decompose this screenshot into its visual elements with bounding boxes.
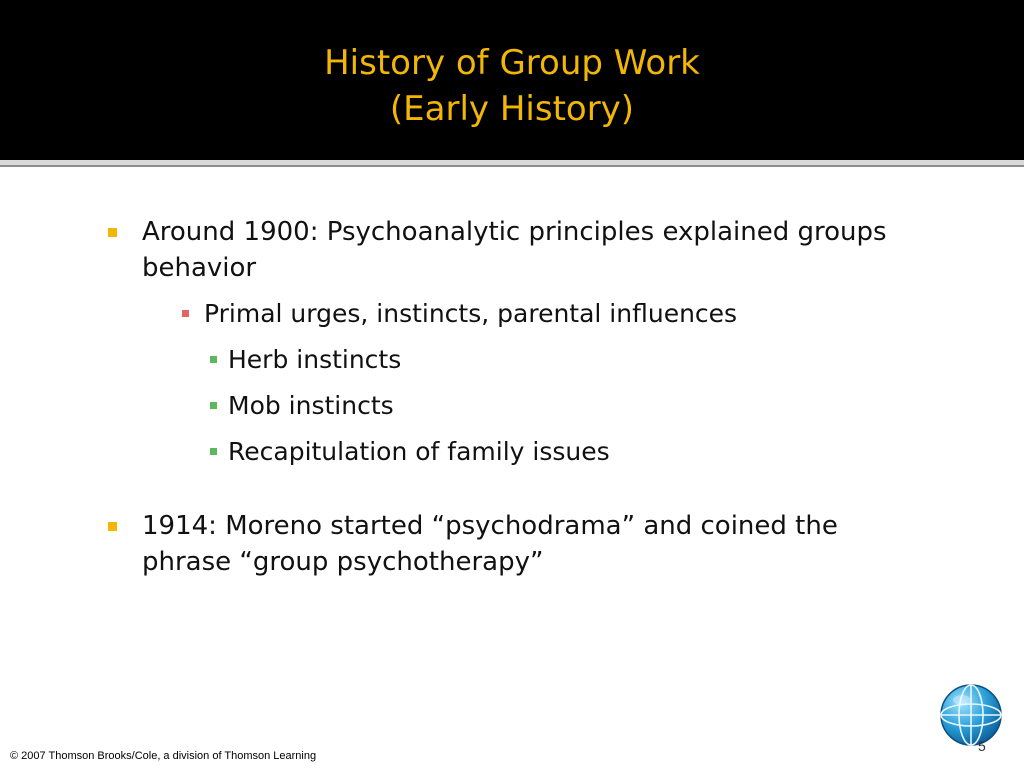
bullet-text: Around 1900: Psychoanalytic principles explained groups behavior (142, 217, 887, 283)
sub-sub-bullet-marker-icon (210, 448, 217, 455)
page-number: 5 (978, 738, 986, 754)
slide-title (0, 40, 1024, 132)
slide-title-line-1: History of Group Work (324, 43, 700, 83)
copyright-footer: © 2007 Thomson Brooks/Cole, a division of Thomson Learning (10, 750, 317, 762)
sub-sub-bullet-item (210, 434, 928, 470)
slide-body (108, 214, 928, 580)
sub-bullet-text: Primal urges, instincts, parental influences (204, 299, 738, 328)
sub-sub-bullet-text: Recapitulation of family issues (228, 437, 610, 466)
globe-icon (938, 682, 1004, 748)
sub-sub-bullet-item (210, 342, 928, 378)
slide-title-line-2: (Early History) (389, 89, 635, 129)
bullet-item (108, 508, 928, 580)
sub-bullet-marker-icon (182, 310, 189, 317)
spacer (108, 470, 928, 508)
bullet-item (108, 214, 928, 286)
sub-bullet-item (178, 296, 928, 332)
sub-sub-bullet-item (210, 388, 928, 424)
bullet-text: 1914: Moreno started “psychodrama” and coined the phrase “group psychotherapy” (142, 511, 838, 577)
divider-rule-dark (0, 165, 1024, 167)
sub-sub-bullet-marker-icon (210, 402, 217, 409)
bullet-marker-icon (108, 522, 117, 531)
sub-sub-bullet-text: Herb instincts (228, 345, 402, 374)
sub-sub-bullet-marker-icon (210, 356, 217, 363)
sub-sub-bullet-text: Mob instincts (228, 391, 394, 420)
bullet-marker-icon (108, 228, 117, 237)
